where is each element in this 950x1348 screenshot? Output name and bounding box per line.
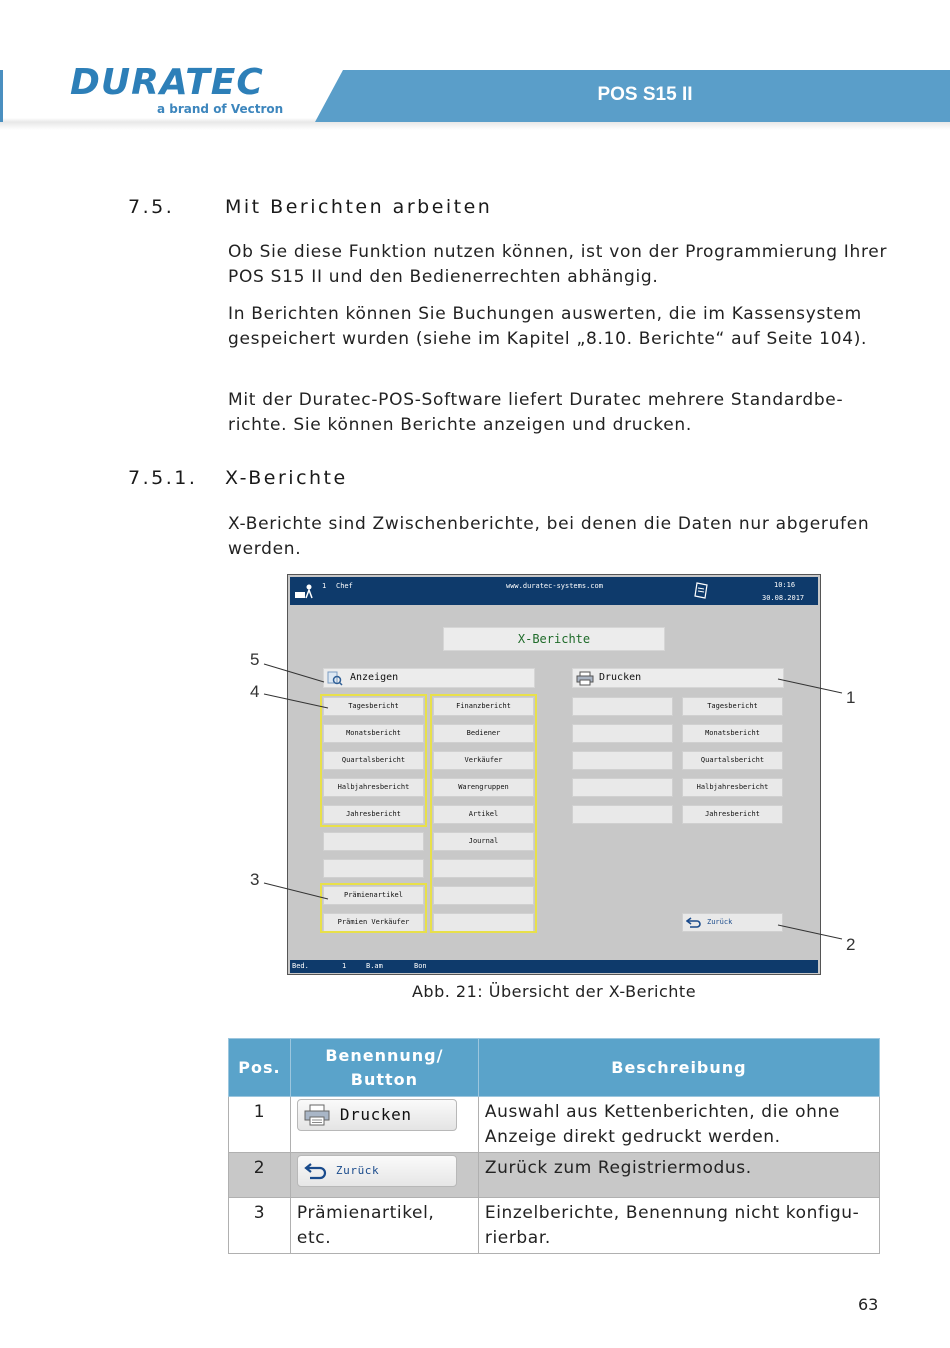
drucken-label: Drucken — [599, 672, 642, 683]
subsection-number: 7.5.1. — [128, 467, 198, 489]
zurueck-button-label: Zurück — [335, 1163, 380, 1177]
zurueck-button[interactable] — [297, 1155, 457, 1187]
duratec-logo: DURATEC — [70, 62, 264, 103]
bottombar-number: 1 — [342, 962, 347, 970]
bottombar-at: B.am — [366, 962, 383, 970]
btn-print-quartalsbericht[interactable]: Quartalsbericht — [682, 751, 783, 770]
paragraph-1: Ob Sie diese Funktion nutzen können, ist von der Programmierung Ihrer POS S15 II und den Bedienerrechten abhängig. — [228, 242, 888, 287]
btn-praemien-verkaeufer[interactable]: Prämien Verkäufer — [323, 913, 424, 932]
anzeigen-label: Anzeigen — [350, 672, 399, 683]
paragraph-3: Mit der Duratec-POS-Software liefert Duratec mehrere Standardbe-richte. Sie können Berichte anzeigen und drucken. — [228, 390, 844, 435]
btn-tagesbericht[interactable]: Tagesbericht — [323, 697, 424, 716]
row-button-cell — [290, 1153, 478, 1198]
operator-name: Chef — [336, 582, 353, 590]
btn-praemienartikel[interactable]: Prämienartikel — [323, 886, 424, 905]
brand-subtitle: a brand of Vectron — [157, 102, 284, 116]
btn-warengruppen[interactable]: Warengruppen — [433, 778, 534, 797]
row-button-cell — [290, 1097, 478, 1153]
drucken-button[interactable] — [297, 1099, 457, 1131]
btn-quartalsbericht[interactable]: Quartalsbericht — [323, 751, 424, 770]
page-number: 63 — [858, 1295, 879, 1314]
product-title: POS S15 II — [597, 84, 693, 105]
header-button: Benennung/ Button — [290, 1039, 478, 1097]
row-description: Einzelberichte, Benennung nicht konfigu-rierbar. — [478, 1198, 879, 1254]
btn-print-monatsbericht[interactable]: Monatsbericht — [682, 724, 783, 743]
clock-date: 30.08.2017 — [762, 594, 805, 602]
btn-verkaeufer[interactable]: Verkäufer — [433, 751, 534, 770]
zurueck-label: Zurück — [707, 918, 733, 926]
figure-caption: Abb. 21: Übersicht der X-Berichte — [411, 982, 697, 1001]
row-name: Prämienartikel, etc. — [290, 1198, 478, 1254]
back-arrow-icon — [304, 1161, 328, 1181]
btn-monatsbericht[interactable]: Monatsbericht — [323, 724, 424, 743]
btn-print-halbjahresbericht[interactable]: Halbjahresbericht — [682, 778, 783, 797]
header-description: Beschreibung — [478, 1039, 879, 1097]
btn-artikel[interactable]: Artikel — [433, 805, 534, 824]
table-row — [229, 1153, 880, 1198]
btn-jahresbericht[interactable]: Jahresbericht — [323, 805, 424, 824]
drucken-button-label: Drucken — [339, 1104, 412, 1124]
section-number: 7.5. — [128, 196, 175, 218]
btn-finanzbericht[interactable]: Finanzbericht — [433, 697, 534, 716]
table-row — [229, 1198, 880, 1254]
btn-journal[interactable]: Journal — [433, 832, 534, 851]
website-url: www.duratec-systems.com — [506, 582, 603, 590]
row-description: Zurück zum Registriermodus. — [478, 1153, 879, 1198]
callout-4: 4 — [250, 682, 260, 701]
btn-print-tagesbericht[interactable]: Tagesbericht — [682, 697, 783, 716]
paragraph-2: In Berichten können Sie Buchungen auswerten, die im Kassensystem gespeichert wurden (siehe im Kapitel „8.10. Berichte“ auf Seite 104). — [228, 304, 868, 349]
table-row — [229, 1097, 880, 1153]
row-pos: 1 — [229, 1097, 291, 1153]
header-pos: Pos. — [229, 1039, 291, 1097]
btn-halbjahresbericht[interactable]: Halbjahresbericht — [323, 778, 424, 797]
btn-bediener[interactable]: Bediener — [433, 724, 534, 743]
btn-print-jahresbericht[interactable]: Jahresbericht — [682, 805, 783, 824]
printer-icon — [304, 1104, 330, 1126]
callout-2: 2 — [846, 935, 856, 954]
callout-5: 5 — [250, 650, 260, 669]
row-pos: 3 — [229, 1198, 291, 1254]
subsection-title: X-Berichte — [225, 467, 348, 489]
bottombar-label: Bed. — [292, 962, 309, 970]
section-title: Mit Berichten arbeiten — [225, 196, 493, 218]
callout-3: 3 — [250, 870, 260, 889]
row-description: Auswahl aus Kettenberichten, die ohne Anzeige direkt gedruckt werden. — [478, 1097, 879, 1153]
operator-number: 1 — [322, 582, 327, 590]
paragraph-4: X-Berichte sind Zwischenberichte, bei denen die Daten nur abgerufen werden. — [228, 514, 870, 559]
callout-1: 1 — [846, 688, 856, 707]
clock-time: 10:16 — [774, 581, 796, 589]
description-table — [228, 1038, 880, 1254]
row-pos: 2 — [229, 1153, 291, 1198]
bottombar-status: Bon — [414, 962, 427, 970]
screen-title: X-Berichte — [443, 627, 665, 651]
